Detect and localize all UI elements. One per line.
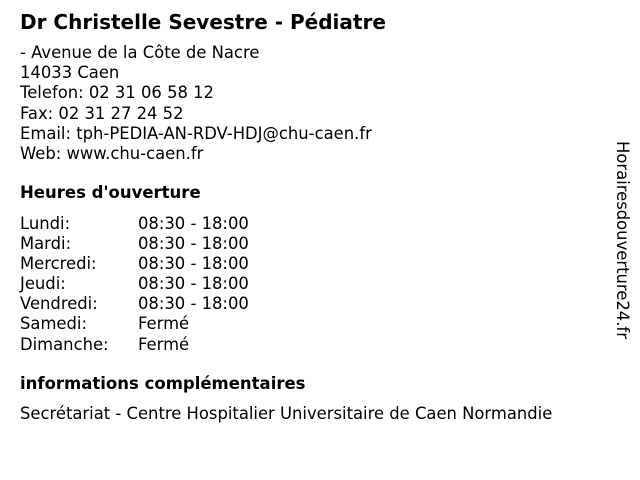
address-block (20, 43, 372, 164)
hours-row-friday (20, 294, 320, 314)
page-title: Dr Christelle Sevestre - Pédiatre (20, 10, 386, 34)
additional-info-heading: informations complémentaires (20, 374, 306, 393)
hours-row-monday (20, 214, 320, 234)
opening-hours-table (20, 214, 320, 355)
day-label: Lundi: (20, 214, 71, 233)
hours-row-sunday (20, 335, 320, 355)
day-label: Vendredi: (20, 294, 98, 314)
day-hours: 08:30 - 18:00 (138, 214, 249, 233)
day-hours: Fermé (138, 334, 190, 354)
site-watermark: Horairesdouverture24.fr (613, 141, 632, 339)
hours-row-tuesday (20, 234, 320, 254)
day-label: Samedi: (20, 314, 87, 334)
email-address: Email: tph-PEDIA-AN-RDV-HDJ@chu-caen.fr (20, 123, 372, 143)
day-hours: 08:30 - 18:00 (138, 274, 249, 294)
hours-row-saturday (20, 314, 320, 334)
fax-number: Fax: 02 31 27 24 52 (20, 103, 184, 123)
day-label: Dimanche: (20, 334, 109, 354)
hours-row-thursday (20, 274, 320, 294)
day-label: Mercredi: (20, 254, 97, 274)
day-label: Mardi: (20, 234, 72, 254)
hours-row-wednesday (20, 254, 320, 274)
street-address: - Avenue de la Côte de Nacre (20, 43, 260, 62)
day-hours: 08:30 - 18:00 (138, 294, 249, 314)
additional-info-text: Secrétariat - Centre Hospitalier Universitaire de Caen Normandie (20, 404, 553, 423)
city: 14033 Caen (20, 63, 120, 83)
day-hours: 08:30 - 18:00 (138, 254, 249, 274)
website: Web: www.chu-caen.fr (20, 143, 204, 163)
day-label: Jeudi: (20, 274, 66, 294)
phone-number: Telefon: 02 31 06 58 12 (20, 83, 214, 103)
day-hours: 08:30 - 18:00 (138, 234, 249, 254)
opening-hours-heading: Heures d'ouverture (20, 183, 201, 202)
day-hours: Fermé (138, 314, 190, 334)
